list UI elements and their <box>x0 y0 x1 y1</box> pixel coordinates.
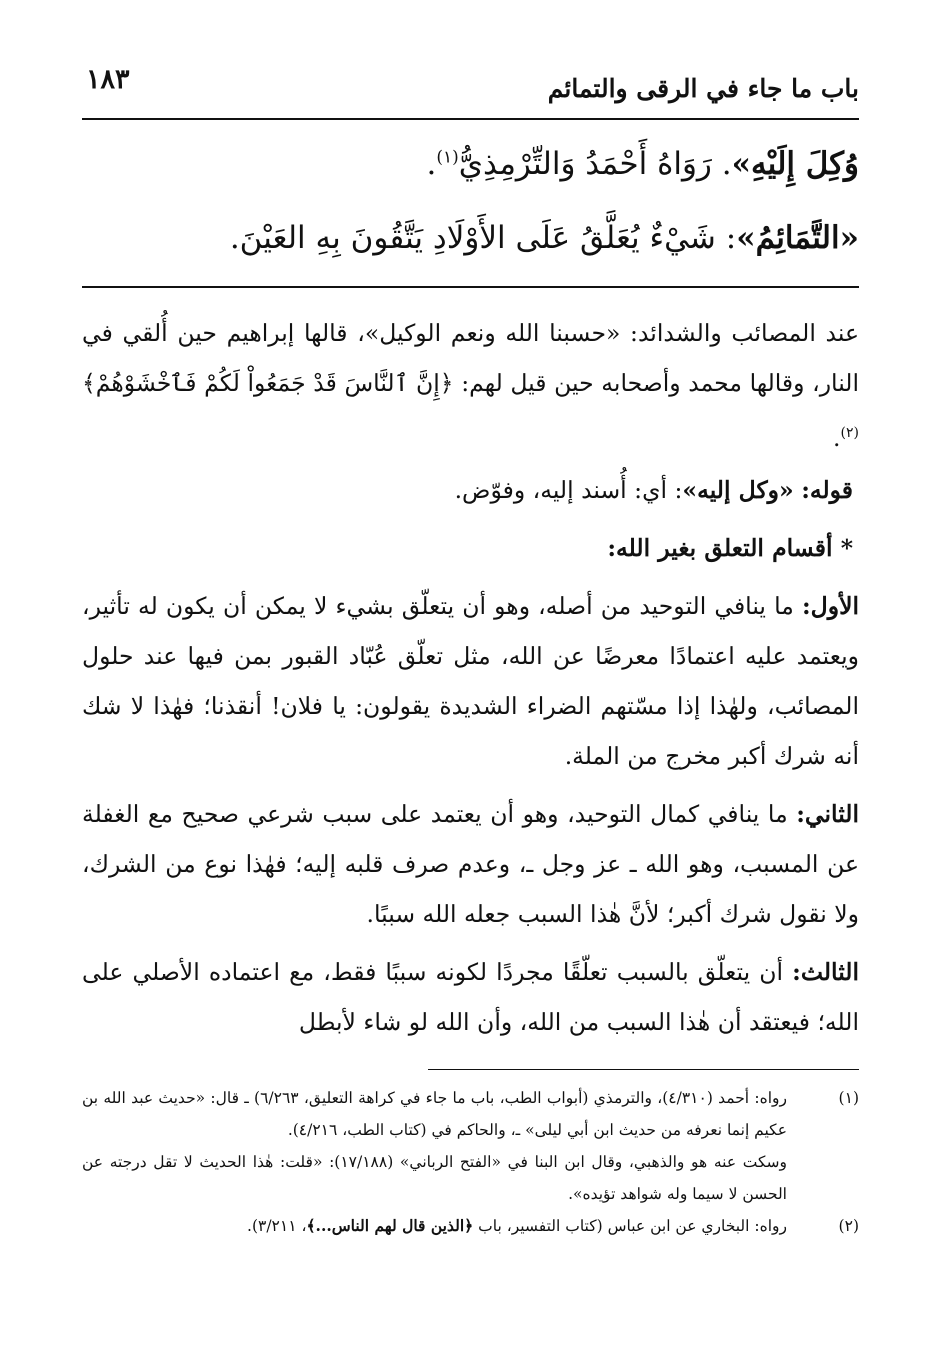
footnote-2-text-after: ، ٣/٢١١). <box>247 1217 307 1235</box>
page-number: ١٨٣ <box>86 64 130 95</box>
paragraph-hasbuna-text: عند المصائب والشدائد: «حسبنا الله ونعم الوكيل»، قالها إبراهيم حين أُلقي في النار، وقالها محمد وأصحابه حين قيل لهم: ﴿إِنَّ ٱلنَّاسَ قَدْ جَمَعُواْ لَكُمْ فَٱخْشَوْهُمْ﴾ <box>82 319 859 397</box>
footnote-2-number: (٢) <box>838 1217 859 1235</box>
third-type-label: الثالث: <box>792 957 859 986</box>
matn-separator-rule <box>82 286 859 288</box>
header-rule <box>82 118 859 120</box>
first-type-label: الأول: <box>801 591 859 620</box>
qawluh-quote: «وكل إليه» <box>682 475 794 504</box>
commentary-body <box>82 308 859 1055</box>
first-type-text: ما ينافي التوحيد من أصله، وهو أن يتعلّق بشيء لا يمكن أن يكون له تأثير، ويعتمد عليه اعتمادًا معرضًا عن الله، مثل تعلّق عُبّاد القبور بمن فيها عند حلول المصائب، ولهٰذا إذا مسّتهم الضراء الشديدة يقولون: يا فلان! أنقذنا؛ فهٰذا لا شك أنه شرك أكبر مخرج من الملة. <box>82 591 859 770</box>
footnote-2-verse: ﴿الذين قال لهم الناس...﴾ <box>306 1216 474 1235</box>
qawluh-text: : أي: أُسند إليه، وفوّض. <box>454 475 683 504</box>
matn-bold-phrase: وُكِلَ إِلَيْهِ» <box>731 146 859 182</box>
footnotes <box>82 1082 859 1242</box>
paragraph-third-type <box>82 947 859 1047</box>
footnote-1-continuation <box>82 1146 859 1210</box>
section-heading-text: * أقسام التعلق بغير الله: <box>607 533 853 562</box>
matn-narration: . رَوَاهُ أَحْمَدُ وَالتِّرْمِذِيُّ <box>458 146 732 182</box>
footnote-1-continuation-text: وسكت عنه هو والذهبي، وقال ابن البنا في «الفتح الرباني» (١٧/١٨٨): «قلت: هٰذا الحديث لا تقل درجته عن الحسن لا سيما وله شواهد تؤيده». <box>82 1153 787 1203</box>
footnote-separator-rule <box>428 1069 859 1070</box>
qawluh-label: قوله: <box>801 475 853 504</box>
footnote-1-number: (١) <box>838 1089 859 1107</box>
paragraph-first-type <box>82 581 859 781</box>
second-type-text: ما ينافي كمال التوحيد، وهو أن يعتمد على سبب شرعي صحيح مع الغفلة عن المسبب، وهو الله ـ عز وجل ـ، وعدم صرف قلبه إليه؛ فهٰذا نوع من الشرك، ولا نقول شرك أكبر؛ لأنَّ هٰذا السبب جعله الله سببًا. <box>82 799 859 928</box>
paragraph-hasbuna <box>82 308 859 463</box>
chapter-title: باب ما جاء في الرقى والتمائم <box>547 74 859 103</box>
page-header <box>82 52 859 114</box>
second-type-label: الثاني: <box>796 799 859 828</box>
matn-line-2 <box>90 220 859 256</box>
footnote-ref-1[interactable]: (١) <box>436 147 459 168</box>
matn-line-1 <box>90 146 859 182</box>
footnote-1 <box>82 1082 859 1146</box>
section-heading <box>82 523 859 573</box>
matn-term: «التَّمَائِمُ» <box>736 220 859 256</box>
footnote-1-text: رواه: أحمد (٤/٣١٠)، والترمذي (أبواب الطب، باب ما جاء في كراهة التعليق، ٦/٢٦٣) ـ قال: «حديث عبد الله بن عكيم إنما نعرفه من حديث ابن أبي ليلى» ـ، والحاكم في (كتاب الطب، ٤/٢١٦). <box>82 1089 787 1139</box>
matn-line-1-end: . <box>426 146 437 182</box>
paragraph-second-type <box>82 789 859 939</box>
paragraph-qawluh <box>82 465 859 515</box>
footnote-2 <box>82 1210 859 1242</box>
matn-definition: : شَيْءٌ يُعَلَّقُ عَلَى الأَوْلَادِ يَتَّقُونَ بِهِ العَيْنَ. <box>229 220 737 256</box>
third-type-text: أن يتعلّق بالسبب تعلّقًا مجردًا لكونه سببًا فقط، مع اعتماده الأصلي على الله؛ فيعتقد أن هٰذا السبب من الله، وأن الله لو شاء لأبطل <box>82 957 859 1036</box>
footnote-2-text-before: رواه: البخاري عن ابن عباس (كتاب التفسير، باب <box>473 1217 787 1235</box>
paragraph-hasbuna-end: . <box>833 423 841 452</box>
footnote-ref-2[interactable]: (٢) <box>840 425 859 441</box>
